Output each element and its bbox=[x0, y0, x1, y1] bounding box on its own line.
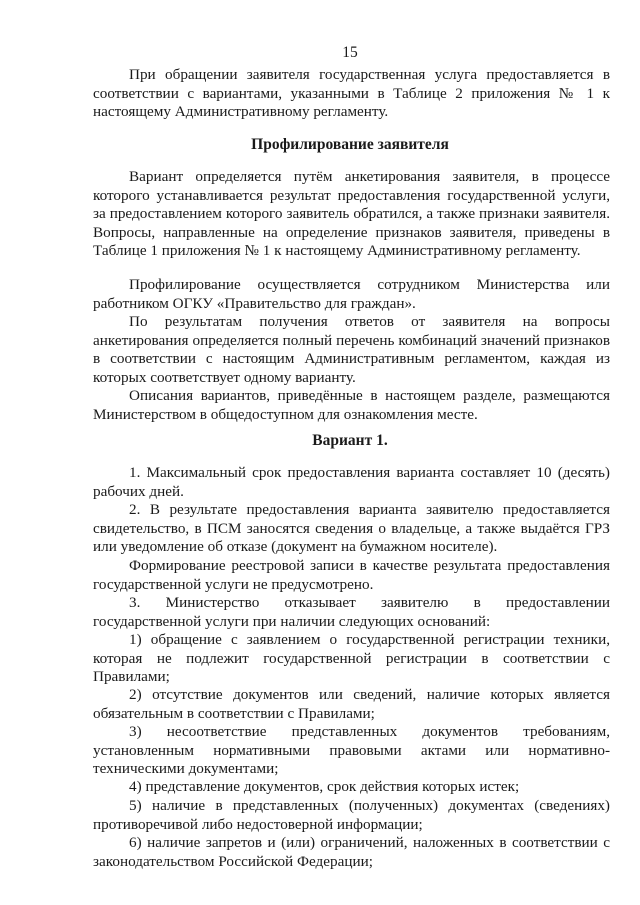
intro-paragraph: При обращении заявителя государственная услуга предоставляется в соответствии с вариантами, указанными в Таблице 2 приложения № 1 к настоящему Административному регламенту. bbox=[93, 66, 610, 121]
variant-list-item: 2) отсутствие документов или сведений, наличие которых является обязательным в соответствии с Правилами; bbox=[93, 686, 610, 722]
variant-paragraph: Формирование реестровой записи в качестве результата предоставления государственной услуги не предусмотрено. bbox=[93, 557, 610, 593]
profiling-paragraph: По результатам получения ответов от заявителя на вопросы анкетирования определяется полный перечень комбинаций значений признаков в соответствии с настоящим Административным регламентом, каждая из которых соответствует одному варианту. bbox=[93, 313, 610, 386]
variant-list-item: 5) наличие в представленных (полученных) документах (сведениях) противоречивой либо недостоверной информации; bbox=[93, 797, 610, 833]
variant-paragraph: 1. Максимальный срок предоставления варианта составляет 10 (десять) рабочих дней. bbox=[93, 464, 610, 500]
heading-variant-1: Вариант 1. bbox=[312, 432, 388, 449]
heading-profiling: Профилирование заявителя bbox=[251, 136, 449, 153]
page-number: 15 bbox=[342, 44, 358, 61]
variant-list-item: 4) представление документов, срок действия которых истек; bbox=[129, 778, 520, 795]
variant-paragraph: 2. В результате предоставления варианта заявителю предоставляется свидетельство, в ПСМ заносятся сведения о владельце, а также выдаётся ГРЗ или уведомление об отказе (документ на бумажном носителе). bbox=[93, 501, 610, 556]
variant-list-item: 6) наличие запретов и (или) ограничений, наложенных в соответствии с законодательством Российской Федерации; bbox=[93, 834, 610, 870]
variant-paragraph: 3. Министерство отказывает заявителю в предоставлении государственной услуги при наличии следующих оснований: bbox=[93, 594, 610, 630]
variant-list-item: 1) обращение с заявлением о государственной регистрации техники, которая не подлежит государственной регистрации в соответствии с Правилами; bbox=[93, 631, 610, 686]
profiling-paragraph: Вариант определяется путём анкетирования заявителя, в процессе которого устанавливается результат предоставления государственной услуги, за предоставлением которого заявитель обратился, а также признаки заявителя. Вопросы, направленные на определение признаков заявителя, приведены в Таблице 1 приложения № 1 к настоящему Административному регламенту. bbox=[93, 168, 610, 260]
profiling-paragraph: Описания вариантов, приведённые в настоящем разделе, размещаются Министерством в общедоступном для ознакомления месте. bbox=[93, 387, 610, 423]
variant-list-item: 3) несоответствие представленных документов требованиям, установленным нормативными правовыми актами или нормативно-техническими документами; bbox=[93, 723, 610, 778]
profiling-paragraph: Профилирование осуществляется сотрудником Министерства или работником ОГКУ «Правительство для граждан». bbox=[93, 276, 610, 312]
